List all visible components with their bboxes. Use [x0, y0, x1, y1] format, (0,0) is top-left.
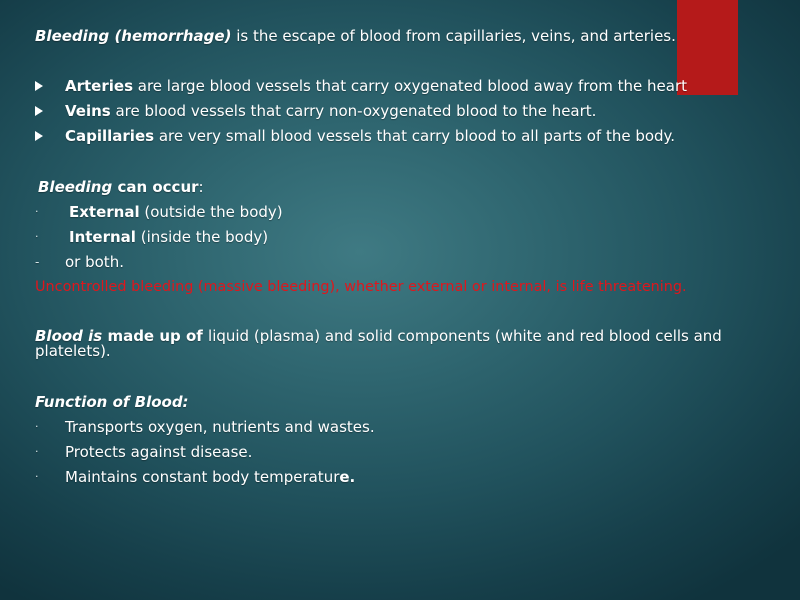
vessel-term: Capillaries [65, 127, 155, 145]
dot-bullet-icon: · [35, 470, 39, 483]
occur-rest: can occur [112, 178, 199, 196]
function-item-bold-tail: e. [339, 468, 356, 486]
bleeding-definition [35, 27, 676, 45]
function-item-text: Transports oxygen, nutrients and wastes. [65, 418, 375, 436]
bleeding-term: Bleeding (hemorrhage) [35, 27, 232, 45]
function-heading-text: Function of Blood: [35, 393, 189, 411]
vessel-text: are blood vessels that carry non-oxygenated blood to the heart. [110, 102, 597, 120]
vessel-text: are very small blood vessels that carry blood to all parts of the body. [154, 127, 676, 145]
triangle-bullet-icon [35, 102, 61, 120]
blood-bold-rest: made up of [102, 327, 209, 345]
triangle-bullet-icon [35, 77, 61, 95]
triangle-bullet-icon [35, 127, 61, 145]
occur-colon: : [198, 178, 204, 196]
vessel-term: Veins [65, 102, 111, 120]
function-item-text: Protects against disease. [65, 443, 253, 461]
dash-bullet-icon: - [35, 255, 40, 269]
occur-item-term: External [69, 203, 140, 221]
blood-composition-text: liquid (plasma) and solid components (white and red blood cells and platelets). [35, 327, 722, 360]
occur-item-term: Internal [69, 228, 136, 246]
vessel-text: are large blood vessels that carry oxygenated blood away from the heart [133, 77, 687, 95]
function-heading [35, 393, 189, 411]
occur-item-text: or both. [65, 253, 124, 271]
bleeding-definition-text: is the escape of blood from capillaries, veins, and arteries. [231, 27, 676, 45]
dot-bullet-icon: · [35, 420, 39, 433]
function-item-text: Maintains constant body temperatur [65, 468, 340, 486]
occur-item-text: (inside the body) [135, 228, 269, 246]
occur-term: Bleeding [38, 178, 113, 196]
occur-item-text: (outside the body) [139, 203, 283, 221]
bleeding-warning: Uncontrolled bleeding (massive bleeding), whether external or internal, is life threatening. [35, 279, 687, 295]
occur-heading [38, 178, 204, 196]
dot-bullet-icon: · [35, 230, 39, 243]
dot-bullet-icon: · [35, 205, 39, 218]
blood-composition [35, 329, 755, 359]
blood-term: Blood is [35, 327, 103, 345]
vessel-term: Arteries [65, 77, 133, 95]
dot-bullet-icon: · [35, 445, 39, 458]
